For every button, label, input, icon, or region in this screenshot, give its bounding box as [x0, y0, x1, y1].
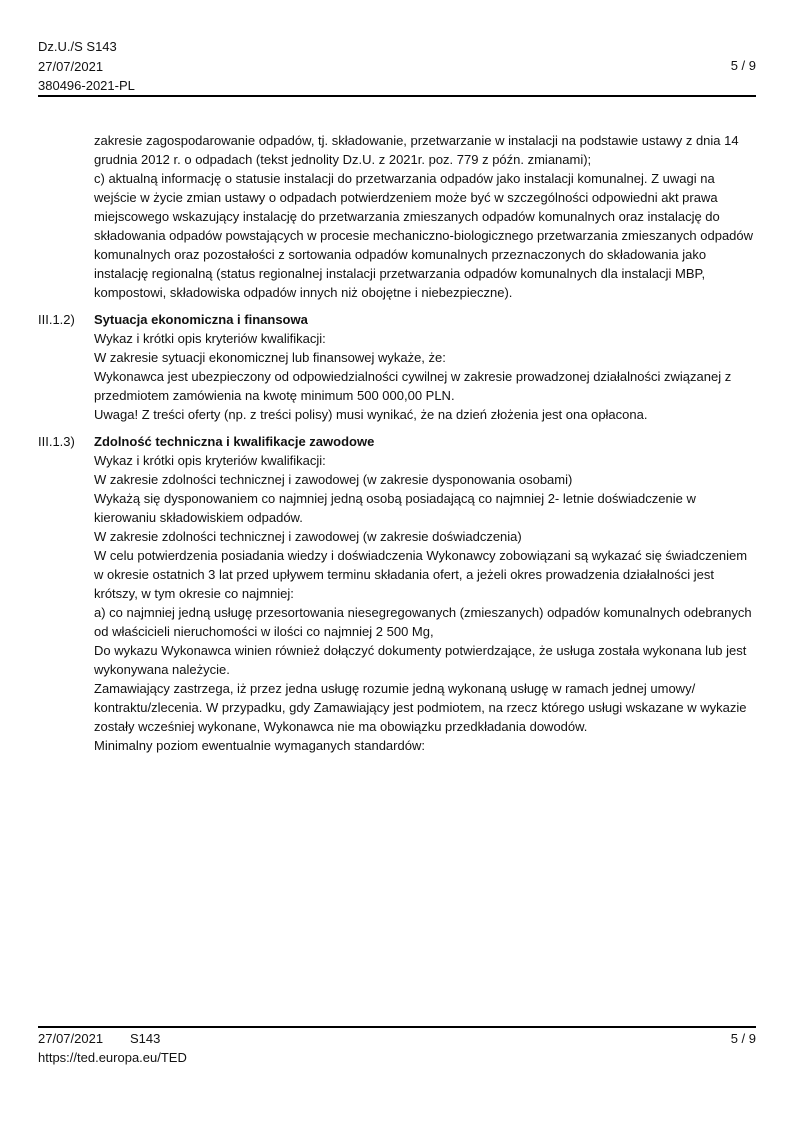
paragraph: Wykaz i krótki opis kryteriów kwalifikacji: [94, 331, 326, 346]
page-footer [38, 1029, 756, 1067]
paragraph: Zamawiający zastrzega, iż przez jedna usługę rozumie jedną wykonaną usługę w ramach jednej umowy/ kontraktu/zlecenia. W przypadku, gdy Zamawiający jest podmiotem, na rzecz którego usługi wskazane w wykazie zostały wcześniej wykonane, Wykonawca nie ma obowiązku przedkładania dowodów. [94, 681, 747, 734]
document-body [38, 131, 756, 763]
footer-page-number: 5 / 9 [730, 1031, 756, 1046]
paragraph: W zakresie sytuacji ekonomicznej lub finansowej wykaże, że: [94, 350, 446, 365]
paragraph: Wykażą się dysponowaniem co najmniej jedną osobą posiadającą co najmniej 2- letnie doświadczenie w kierowaniu składowiskiem odpadów. [94, 491, 696, 525]
paragraph: c) aktualną informację o statusie instalacji do przetwarzania odpadów jako instalacji komunalnej. Z uwagi na wejście w życie zmian ustawy o odpadach potwierdzeniem może być w szczególności odpowiedni akt prawa miejscowego wskazujący instalację do przetwarzania zmieszanych odpadów komunalnych oraz instalację do składowania odpadów powstających w procesie mechaniczno-biologicznego przetwarzania zmieszanych odpadów komunalnych oraz pozostałości z sortowania odpadów komunalnych przeznaczonych do składowania jako instalację regionalną (status regionalnej instalacji przetwarzania odpadów komunalnych dla instalacji MBP, kompostowi, składowiska odpadów innych niż obojętne i niebezpieczne). [94, 171, 754, 300]
paragraph: Do wykazu Wykonawca winien również dołączyć dokumenty potwierdzające, że usługa została wykonana lub jest wykonywana należycie. [94, 643, 747, 677]
paragraph: W zakresie zdolności technicznej i zawodowej (w zakresie dysponowania osobami) [94, 472, 573, 487]
footer-url[interactable]: https://ted.europa.eu/TED [38, 1050, 187, 1065]
section-economic-financial [38, 310, 756, 424]
continuation-block [94, 131, 756, 302]
journal-reference: Dz.U./S S143 [38, 39, 117, 54]
notice-id: 380496-2021-PL [38, 78, 135, 93]
paragraph: W celu potwierdzenia posiadania wiedzy i doświadczenia Wykonawcy zobowiązani są wykazać się świadczeniem w okresie ostatnich 3 lat przed upływem terminu składania ofert, a jeżeli okres prowadzenia działalności jest krótszy, w tym okresie co najmniej: [94, 548, 748, 601]
footer-series: S143 [130, 1031, 161, 1046]
paragraph: Wykaz i krótki opis kryteriów kwalifikacji: [94, 453, 326, 468]
footer-date: 27/07/2021 [38, 1031, 104, 1046]
page-number: 5 / 9 [730, 58, 756, 73]
section-number: III.1.2) [38, 312, 75, 327]
footer-divider [38, 1026, 756, 1028]
section-technical-professional [38, 432, 756, 755]
section-title: Sytuacja ekonomiczna i finansowa [94, 312, 308, 327]
paragraph: Minimalny poziom ewentualnie wymaganych standardów: [94, 738, 425, 753]
header-divider [38, 95, 756, 97]
section-title: Zdolność techniczna i kwalifikacje zawodowe [94, 434, 375, 449]
paragraph: Uwaga! Z treści oferty (np. z treści polisy) musi wynikać, że na dzień złożenia jest ona opłacona. [94, 407, 648, 422]
page-header [38, 37, 756, 96]
paragraph: Wykonawca jest ubezpieczony od odpowiedzialności cywilnej w zakresie prowadzonej działalności związanej z przedmiotem zamówienia na kwotę minimum 500 000,00 PLN. [94, 369, 732, 403]
section-number: III.1.3) [38, 434, 75, 449]
publication-date: 27/07/2021 [38, 58, 104, 74]
paragraph: W zakresie zdolności technicznej i zawodowej (w zakresie doświadczenia) [94, 529, 522, 544]
paragraph: zakresie zagospodarowanie odpadów, tj. składowanie, przetwarzanie w instalacji na podstawie ustawy z dnia 14 grudnia 2012 r. o odpadach (tekst jednolity Dz.U. z 2021r. poz. 779 z późn. zmianami); [94, 133, 739, 167]
paragraph: a) co najmniej jedną usługę przesortowania niesegregowanych (zmieszanych) odpadów komunalnych odebranych od właścicieli nieruchomości w ilości co najmniej 2 500 Mg, [94, 605, 752, 639]
